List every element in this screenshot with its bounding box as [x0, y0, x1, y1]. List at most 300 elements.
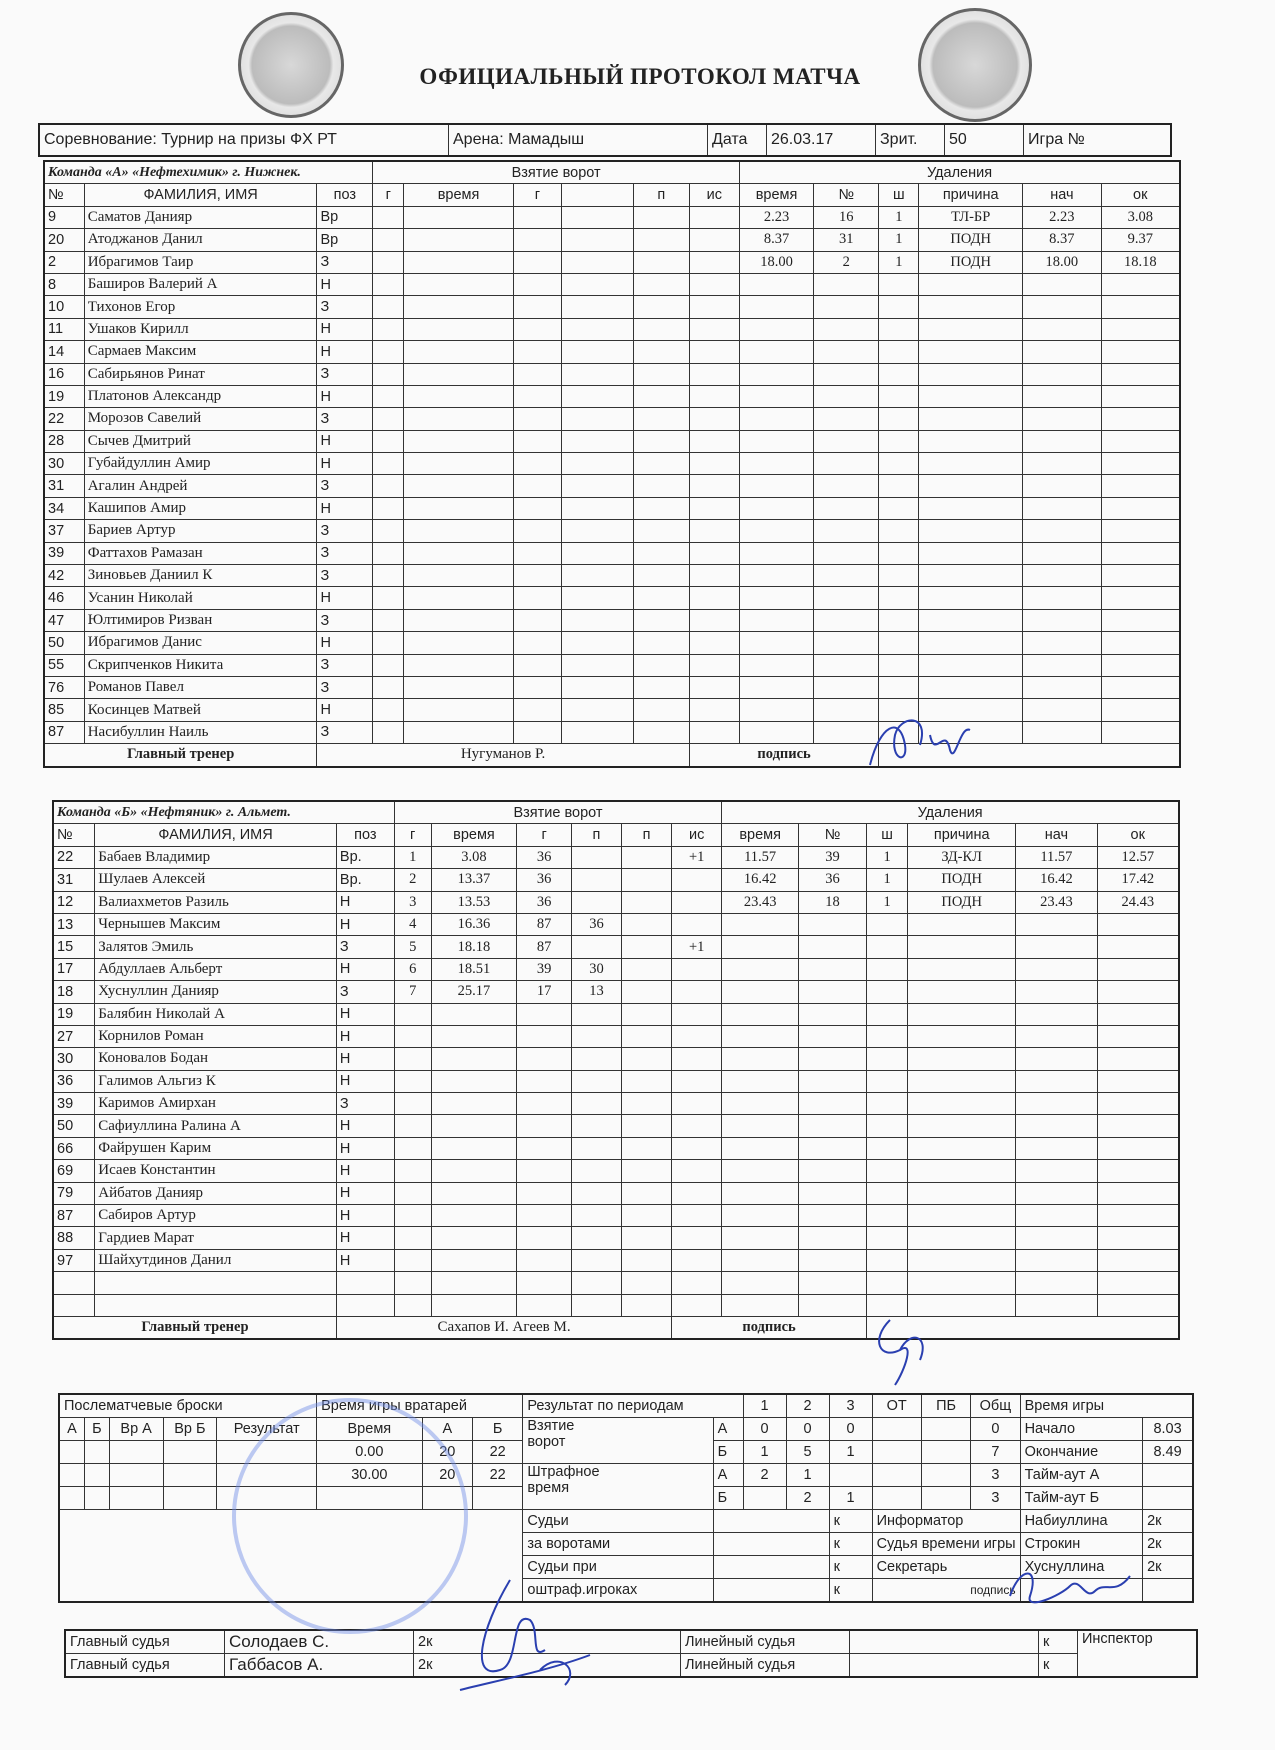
player-position: Н	[317, 385, 373, 407]
player-position: З	[317, 408, 373, 430]
penalty-time	[722, 1093, 799, 1115]
goal-assist-2	[622, 1227, 672, 1249]
penalty-reason: ПОДН	[919, 229, 1023, 251]
col-pen-reason: причина	[908, 824, 1016, 846]
goal-number	[373, 363, 404, 385]
official-role-1: Судья времени игры	[872, 1533, 1020, 1556]
penalty-start	[1023, 273, 1101, 295]
goal-assist-2	[622, 846, 672, 868]
penalty-start	[1023, 385, 1101, 407]
goal-assist-2	[633, 341, 689, 363]
penalty-minutes	[867, 1137, 908, 1159]
goal-time	[404, 475, 513, 497]
table-row	[53, 1003, 1179, 1025]
penalty-end: 17.42	[1097, 869, 1179, 891]
penalty-start	[1023, 318, 1101, 340]
goal-time	[404, 229, 513, 251]
goal-situation	[672, 1137, 722, 1159]
col-goal-no: г	[373, 184, 404, 206]
table-row	[44, 497, 1180, 519]
goal-scorer: 36	[517, 846, 572, 868]
penalty-player	[799, 1003, 867, 1025]
main-referee-1-category: 2к	[414, 1630, 453, 1654]
player-position: Вр.	[336, 846, 394, 868]
goal-number	[394, 1025, 431, 1047]
shootout-col-4: Результат	[217, 1418, 317, 1441]
penalty-time	[740, 430, 814, 452]
goals-a-0: 0	[743, 1418, 786, 1441]
player-number: 11	[44, 318, 84, 340]
school-stamp	[232, 1398, 468, 1634]
table-row	[44, 654, 1180, 676]
goal-situation	[672, 913, 722, 935]
official-name-2	[713, 1556, 829, 1579]
pim-b-3	[872, 1487, 921, 1510]
player-position	[336, 1272, 394, 1294]
goal-time	[404, 363, 513, 385]
penalty-time: 8.37	[740, 229, 814, 251]
period-col-0: 1	[743, 1394, 786, 1418]
goal-situation	[689, 363, 739, 385]
official-cat-0: к	[829, 1510, 872, 1533]
penalty-player: 31	[814, 229, 879, 251]
table-row	[53, 891, 1179, 913]
goal-assist-2	[633, 273, 689, 295]
penalty-minutes	[879, 385, 919, 407]
spectators-label: Зрит.	[876, 124, 945, 156]
goal-time	[431, 1249, 517, 1271]
table-row	[44, 699, 1180, 721]
col-num: №	[44, 184, 84, 206]
goal-number: 3	[394, 891, 431, 913]
goal-situation	[689, 609, 739, 631]
goal-time	[431, 1093, 517, 1115]
player-position: Н	[336, 891, 394, 913]
goal-situation	[672, 1249, 722, 1271]
penalty-time	[722, 1025, 799, 1047]
pim-label: Штрафное время	[523, 1464, 713, 1510]
player-position: З	[317, 721, 373, 743]
goal-number	[394, 1272, 431, 1294]
head-coach-label: Главный тренер	[53, 1316, 336, 1339]
penalty-player	[799, 1137, 867, 1159]
penalty-end	[1101, 520, 1180, 542]
goal-assist-1	[562, 296, 634, 318]
goal-assist-1	[562, 609, 634, 631]
penalty-minutes	[867, 1249, 908, 1271]
goal-time	[404, 341, 513, 363]
goal-assist-1	[562, 497, 634, 519]
penalty-start	[1016, 1182, 1097, 1204]
penalty-time	[722, 1182, 799, 1204]
goal-number	[394, 1048, 431, 1070]
goal-scorer	[517, 1003, 572, 1025]
col-pen-start: нач	[1016, 824, 1097, 846]
penalty-minutes	[879, 520, 919, 542]
penalty-time	[722, 913, 799, 935]
penalty-time	[740, 453, 814, 475]
goal-situation	[689, 721, 739, 743]
penalty-time: 16.42	[722, 869, 799, 891]
timeout-a-label: Тайм-аут А	[1020, 1464, 1143, 1487]
player-position	[336, 1294, 394, 1316]
penalty-start	[1023, 341, 1101, 363]
goal-assist-1	[571, 1137, 621, 1159]
penalty-minutes	[879, 408, 919, 430]
penalty-player	[799, 1182, 867, 1204]
goals-a-3	[872, 1418, 921, 1441]
goalie-row-1-2: 22	[472, 1441, 522, 1464]
goal-situation	[689, 565, 739, 587]
penalty-reason	[919, 408, 1023, 430]
goal-number	[373, 676, 404, 698]
goal-assist-2	[622, 1025, 672, 1047]
goal-number	[394, 1115, 431, 1137]
goal-scorer	[517, 1115, 572, 1137]
penalty-reason	[908, 1093, 1016, 1115]
penalty-minutes	[867, 1025, 908, 1047]
goal-time	[431, 1205, 517, 1227]
player-name: Шулаев Алексей	[95, 869, 337, 891]
goal-number	[373, 453, 404, 475]
goal-situation	[689, 654, 739, 676]
goal-scorer	[513, 475, 561, 497]
player-position: З	[317, 296, 373, 318]
goal-scorer	[517, 1025, 572, 1047]
player-name: Морозов Савелий	[84, 408, 317, 430]
player-number	[53, 1294, 95, 1316]
table-row	[53, 1025, 1179, 1047]
table-row	[53, 1160, 1179, 1182]
player-position: З	[317, 520, 373, 542]
goal-situation	[689, 520, 739, 542]
player-position: З	[317, 251, 373, 273]
player-position: Вр.	[336, 869, 394, 891]
goal-situation	[672, 1115, 722, 1137]
goal-time	[431, 1115, 517, 1137]
period-col-1: 2	[786, 1394, 829, 1418]
player-number: 36	[53, 1070, 95, 1092]
period-col-3: ОТ	[872, 1394, 921, 1418]
player-position: З	[317, 654, 373, 676]
goal-scorer	[513, 341, 561, 363]
player-position: Вр	[317, 229, 373, 251]
goal-number	[373, 385, 404, 407]
col-pen-start: нач	[1023, 184, 1101, 206]
penalty-time	[740, 721, 814, 743]
goal-assist-2	[633, 363, 689, 385]
col-goal-time: время	[431, 824, 517, 846]
empty-cell	[109, 1487, 163, 1510]
player-position: З	[317, 609, 373, 631]
penalty-minutes	[879, 654, 919, 676]
player-name: Абдуллаев Альберт	[95, 958, 337, 980]
goal-assist-2	[633, 296, 689, 318]
goal-number	[394, 1227, 431, 1249]
linesman-1-category: к	[1039, 1630, 1078, 1654]
goal-time	[431, 1003, 517, 1025]
penalty-end	[1097, 1182, 1179, 1204]
goals-a-2: 0	[829, 1418, 872, 1441]
table-row	[53, 1227, 1179, 1249]
table-row	[44, 453, 1180, 475]
penalty-player	[814, 273, 879, 295]
penalty-end	[1101, 318, 1180, 340]
goal-scorer	[513, 565, 561, 587]
document-title: ОФИЦИАЛЬНЫЙ ПРОТОКОЛ МАТЧА	[419, 64, 861, 89]
player-name: Бариев Артур	[84, 520, 317, 542]
goal-scorer	[517, 1227, 572, 1249]
goal-assist-1	[562, 273, 634, 295]
pim-a-1: 1	[786, 1464, 829, 1487]
goal-assist-1	[562, 408, 634, 430]
empty-cell	[59, 1487, 85, 1510]
player-number: 18	[53, 981, 95, 1003]
goal-scorer	[517, 1137, 572, 1159]
goal-assist-2	[633, 721, 689, 743]
penalty-time: 18.00	[740, 251, 814, 273]
player-number: 31	[44, 475, 84, 497]
goal-number: 7	[394, 981, 431, 1003]
player-position: Н	[317, 318, 373, 340]
table-row	[53, 958, 1179, 980]
goal-situation	[689, 318, 739, 340]
penalty-end	[1101, 721, 1180, 743]
goals-b-3	[872, 1441, 921, 1464]
penalty-player	[799, 1249, 867, 1271]
table-row	[44, 587, 1180, 609]
penalty-time	[722, 1205, 799, 1227]
penalty-reason	[908, 1182, 1016, 1204]
team-b-table	[52, 800, 1180, 1340]
goal-assist-1	[571, 1160, 621, 1182]
penalty-start	[1016, 1294, 1097, 1316]
goal-scorer	[517, 1249, 572, 1271]
official-group-label-1: за воротами	[523, 1533, 713, 1556]
penalty-start	[1023, 565, 1101, 587]
penalty-reason	[908, 1249, 1016, 1271]
goal-assist-1	[571, 869, 621, 891]
goal-assist-1	[562, 565, 634, 587]
goal-assist-2	[633, 676, 689, 698]
goal-number: 2	[394, 869, 431, 891]
table-row	[44, 565, 1180, 587]
penalty-start: 8.37	[1023, 229, 1101, 251]
timeout-b-label: Тайм-аут Б	[1020, 1487, 1143, 1510]
goal-assist-2	[622, 913, 672, 935]
penalty-reason	[919, 497, 1023, 519]
penalty-minutes: 1	[867, 846, 908, 868]
table-row	[44, 273, 1180, 295]
col-goal-no: г	[394, 824, 431, 846]
player-position: Н	[336, 1249, 394, 1271]
penalty-end	[1097, 1272, 1179, 1294]
goal-situation	[689, 408, 739, 430]
goal-assist-1	[571, 1070, 621, 1092]
shootout-cell	[163, 1464, 217, 1487]
table-row	[44, 229, 1180, 251]
player-number: 66	[53, 1137, 95, 1159]
goals-header: Взятие ворот	[394, 801, 721, 824]
goal-situation	[689, 430, 739, 452]
goal-scorer	[513, 251, 561, 273]
official-person-2: Хуснуллина	[1020, 1556, 1143, 1579]
pim-b-5: 3	[971, 1487, 1020, 1510]
player-name: Насибуллин Наиль	[84, 721, 317, 743]
penalty-reason: ПОДН	[919, 251, 1023, 273]
penalty-start	[1016, 1115, 1097, 1137]
goal-assist-2	[622, 958, 672, 980]
shootout-cell	[59, 1464, 85, 1487]
penalty-player	[799, 1160, 867, 1182]
goal-assist-1	[562, 453, 634, 475]
penalty-start	[1016, 1048, 1097, 1070]
goal-scorer	[513, 721, 561, 743]
goal-number	[373, 632, 404, 654]
goal-time	[404, 587, 513, 609]
goal-assist-2	[622, 1070, 672, 1092]
goals-b-4	[921, 1441, 970, 1464]
penalty-time	[740, 497, 814, 519]
penalty-minutes	[867, 936, 908, 958]
player-number: 28	[44, 430, 84, 452]
penalty-start	[1016, 1025, 1097, 1047]
goal-scorer	[513, 363, 561, 385]
penalty-start	[1023, 408, 1101, 430]
goal-assist-1	[571, 1048, 621, 1070]
goal-scorer: 36	[517, 891, 572, 913]
table-row	[53, 936, 1179, 958]
goal-number	[373, 654, 404, 676]
player-number: 76	[44, 676, 84, 698]
goal-time: 13.37	[431, 869, 517, 891]
penalty-time	[740, 699, 814, 721]
goal-assist-1	[562, 229, 634, 251]
penalty-start	[1023, 363, 1101, 385]
goal-assist-1	[571, 1182, 621, 1204]
penalty-end	[1101, 385, 1180, 407]
coach-signature-label: подпись	[672, 1316, 867, 1339]
arena: Арена: Мамадыш	[449, 124, 708, 156]
goal-assist-2	[633, 408, 689, 430]
penalty-end	[1097, 1025, 1179, 1047]
penalty-time	[722, 1048, 799, 1070]
penalty-start	[1023, 520, 1101, 542]
table-row	[44, 676, 1180, 698]
penalty-minutes	[867, 1070, 908, 1092]
penalty-player	[799, 1227, 867, 1249]
goal-time	[404, 520, 513, 542]
goal-assist-2	[622, 1137, 672, 1159]
table-row	[44, 363, 1180, 385]
player-number: 22	[44, 408, 84, 430]
goal-number	[373, 408, 404, 430]
end-label: Окончание	[1020, 1441, 1143, 1464]
player-name: Сармаев Максим	[84, 341, 317, 363]
player-position: З	[317, 542, 373, 564]
penalty-reason	[919, 676, 1023, 698]
goal-assist-2	[633, 385, 689, 407]
goal-scorer: 39	[517, 958, 572, 980]
goal-assist-1: 36	[571, 913, 621, 935]
shootout-cell	[109, 1464, 163, 1487]
penalty-reason	[919, 341, 1023, 363]
head-coach-label: Главный тренер	[44, 744, 317, 767]
col-pos: поз	[317, 184, 373, 206]
penalty-player	[814, 318, 879, 340]
goal-scorer	[513, 542, 561, 564]
player-number: 2	[44, 251, 84, 273]
penalty-time	[740, 676, 814, 698]
table-row	[44, 251, 1180, 273]
goal-assist-1	[562, 676, 634, 698]
penalty-minutes	[867, 1003, 908, 1025]
penalty-reason	[919, 654, 1023, 676]
penalty-player	[814, 385, 879, 407]
penalty-time: 2.23	[740, 206, 814, 228]
goal-assist-1	[562, 385, 634, 407]
table-row	[44, 721, 1180, 743]
penalty-minutes	[879, 430, 919, 452]
team-a-label: А	[713, 1418, 743, 1441]
goal-time	[404, 721, 513, 743]
player-position: Н	[317, 430, 373, 452]
player-name: Сычев Дмитрий	[84, 430, 317, 452]
penalty-minutes: 1	[879, 251, 919, 273]
penalty-minutes	[867, 1115, 908, 1137]
penalty-reason	[908, 913, 1016, 935]
goal-situation	[689, 632, 739, 654]
goal-scorer	[513, 676, 561, 698]
player-position: Н	[317, 699, 373, 721]
penalty-minutes	[879, 609, 919, 631]
penalty-start	[1023, 475, 1101, 497]
head-coach-name: Сахапов И. Агеев М.	[336, 1316, 671, 1339]
penalty-end	[1101, 341, 1180, 363]
penalty-reason: ТЛ-БР	[919, 206, 1023, 228]
inspector-label: Инспектор	[1078, 1630, 1198, 1677]
penalties-header: Удаления	[722, 801, 1179, 824]
penalty-time	[722, 1003, 799, 1025]
penalty-end	[1101, 542, 1180, 564]
shootout-col-1: Б	[85, 1418, 110, 1441]
player-number: 22	[53, 846, 95, 868]
goalie-row-2-1: 20	[422, 1464, 472, 1487]
penalty-minutes	[867, 981, 908, 1003]
penalty-minutes	[867, 1160, 908, 1182]
shootouts-header: Послематчевые броски	[59, 1394, 317, 1418]
goal-assist-2	[622, 981, 672, 1003]
player-name: Фаттахов Рамазан	[84, 542, 317, 564]
penalty-start	[1016, 913, 1097, 935]
referees-table	[64, 1629, 1198, 1678]
empty-cell	[163, 1487, 217, 1510]
table-row	[44, 318, 1180, 340]
penalty-minutes	[879, 453, 919, 475]
player-name: Агалин Андрей	[84, 475, 317, 497]
player-name: Зиновьев Даниил К	[84, 565, 317, 587]
main-referee-label-2: Главный судья	[65, 1654, 225, 1678]
goal-number	[373, 318, 404, 340]
penalty-reason	[919, 520, 1023, 542]
goal-assist-1	[571, 1115, 621, 1137]
team-b-label: Б	[713, 1441, 743, 1464]
player-number: 14	[44, 341, 84, 363]
penalty-time	[740, 587, 814, 609]
table-row	[53, 846, 1179, 868]
goal-number	[394, 1003, 431, 1025]
goal-situation	[672, 1093, 722, 1115]
